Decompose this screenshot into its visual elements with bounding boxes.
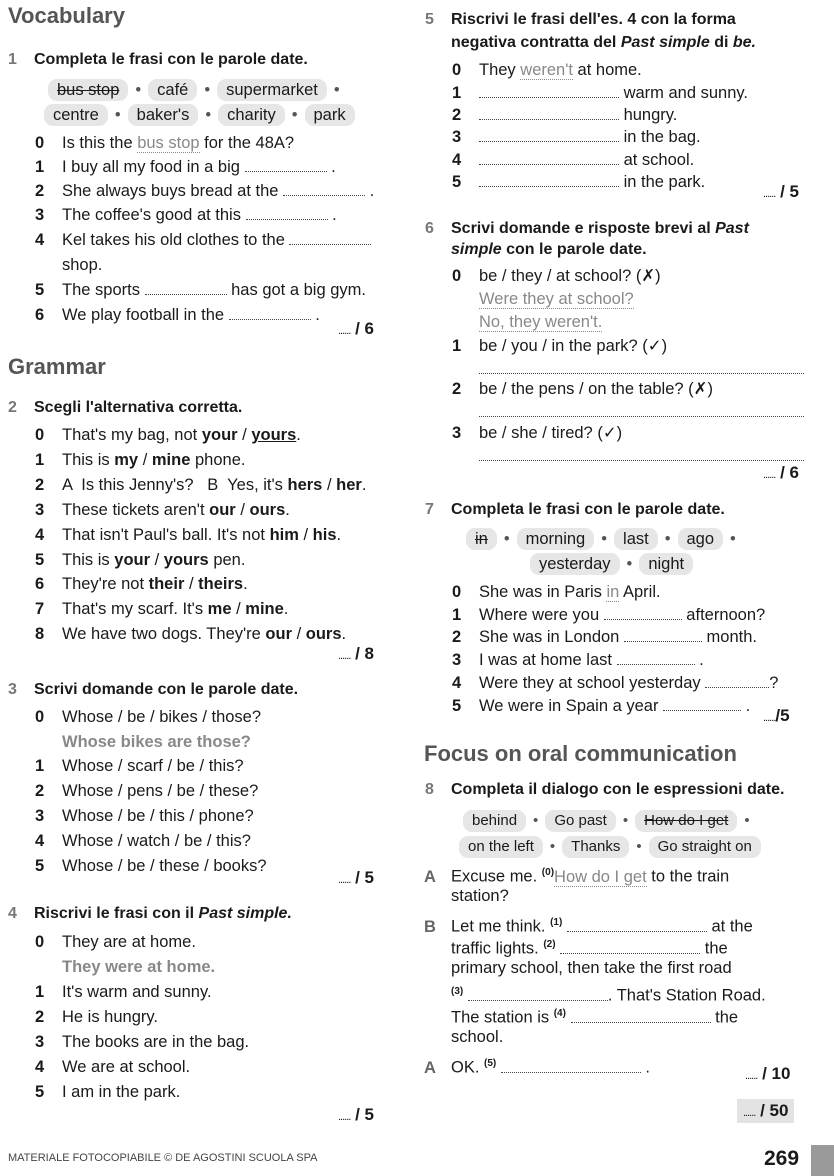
exercise-number: 5 [425,11,434,28]
page-number: 269 [764,1147,800,1170]
exercise-item: 5 I am in the park. [35,1083,181,1101]
exercise-item: 8 We have two dogs. They're our / ours. [35,625,347,643]
word-box-line: on the left • Thanks • Go straight on [459,836,761,858]
answer-example: How do I get [554,867,647,886]
exercise-number: 6 [425,220,434,237]
option[interactable]: mine [151,451,191,469]
answer-blank[interactable] [501,1058,641,1073]
word-chip: on the left [459,836,543,858]
exercise-item: 0 They are at home. [35,933,196,951]
answer-example: They were at home. [62,958,216,976]
dialogue-line: A Excuse me. $^{(0)}$How do I get to the train [424,867,730,886]
answer-line[interactable] [479,460,804,461]
option[interactable]: her [336,476,362,494]
exercise-item: 1 This is my / mine phone. [35,451,246,469]
exercise-item: 2 She always buys bread at the . [35,182,375,200]
exercise-item: 4 We are at school. [35,1058,191,1076]
exercise-item-continued: shop. [62,256,103,274]
exercise-item: 1 Whose / scarf / be / this? [35,757,244,775]
answer-example: weren't [520,61,573,79]
exercise-title: Completa le frasi con le parole date. [451,501,725,518]
answer-line[interactable] [479,416,804,417]
answer-blank[interactable] [560,939,700,954]
dialogue-line: traffic lights. $^{(2)}$ the [451,939,728,958]
exercise-item: 3 The coffee's good at this . [35,206,337,224]
option[interactable]: me [207,600,232,618]
exercise-item: 0 be / they / at school? (✗) [452,267,661,285]
exercise-item: 4 Were they at school yesterday ? [452,674,779,692]
answer-blank[interactable] [145,280,227,295]
option[interactable]: ours [305,625,342,643]
word-box-line: yesterday • night [530,553,693,575]
page-tab-marker [811,1145,834,1176]
answer-blank[interactable] [468,986,608,1001]
answer-blank[interactable] [571,1008,711,1023]
exercise-item: 3 I was at home last . [452,651,704,669]
exercise-title: Riscrivi le frasi dell'es. 4 con la forma [451,11,736,28]
answer-blank[interactable] [479,83,619,98]
word-chip: night [639,553,693,575]
exercise-item: 0 That's my bag, not your / yours. [35,426,301,444]
word-chip: Go past [545,810,616,832]
exercise-item: 5 Whose / be / these / books? [35,857,267,875]
exercise-number: 8 [425,781,434,798]
option[interactable]: their [148,575,185,593]
section-heading-grammar: Grammar [8,354,106,379]
dialogue-line: $^{(3)}$ . That's Station Road. [451,986,766,1005]
answer-blank[interactable] [245,157,327,172]
dialogue-line: school. [451,1028,504,1046]
exercise-item: 0 They weren't at home. [452,61,642,79]
score-box[interactable]: ...... / 6 [338,319,374,338]
exercise-item: 0 Is this the bus stop for the 48A? [35,134,295,152]
exercise-item: 3 be / she / tired? (✓) [452,424,623,442]
exercise-item: 1 I buy all my food in a big . [35,158,336,176]
exercise-title-line2: simple con le parole date. [451,241,647,258]
answer-example: Whose bikes are those? [62,733,251,751]
option[interactable]: yours [163,551,209,569]
word-chip: in [466,528,497,550]
exercise-item: 1 Where were you afternoon? [452,606,766,624]
exercise-item: 2 Whose / pens / be / these? [35,782,259,800]
word-chip: centre [44,104,108,126]
exercise-item: 2 A Is this Jenny's? B Yes, it's hers / her. [35,476,367,494]
answer-blank[interactable] [479,127,619,142]
answer-blank[interactable] [283,181,365,196]
exercise-item: 5 We were in Spain a year . [452,697,751,715]
word-box-line: centre • baker's • charity • park [44,104,355,126]
score-box[interactable]: ...... / 10 [745,1064,791,1083]
exercise-item: 2 be / the pens / on the table? (✗) [452,380,713,398]
exercise-number: 2 [8,399,17,416]
exercise-item: 7 That's my scarf. It's me / mine. [35,600,289,618]
exercise-title: Scrivi domande e risposte brevi al Past [451,220,749,237]
exercise-number: 1 [8,51,17,68]
dialogue-line: A OK. $^{(5)}$ . [424,1058,651,1077]
dialogue-line: station? [451,887,509,905]
exercise-item: 3 in the bag. [452,128,701,146]
exercise-item: 4 at school. [452,151,695,169]
word-chip: last [614,528,658,550]
exercise-item: 4 Kel takes his old clothes to the [35,230,371,250]
exercise-item: 1 warm and sunny. [452,84,749,102]
exercise-item: 1 be / you / in the park? (✓) [452,337,668,355]
option[interactable]: our [209,501,236,519]
answer-blank[interactable] [229,305,311,320]
option[interactable]: hers [287,476,323,494]
word-chip: ago [678,528,724,550]
answer-blank[interactable] [479,150,619,165]
exercise-item: 2 She was in London month. [452,628,757,646]
word-chip: charity [218,104,285,126]
exercise-item: 5 in the park. [452,173,706,191]
answer-blank[interactable] [663,696,741,711]
exercise-number: 4 [8,905,17,922]
exercise-item: 0 Whose / be / bikes / those? [35,708,262,726]
answer-blank[interactable] [289,230,371,245]
word-box-line: in • morning • last • ago • [466,528,743,550]
exercise-item: 6 We play football in the . [35,306,320,324]
exercise-title: Scrivi domande con le parole date. [34,681,299,698]
answer-blank[interactable] [246,205,328,220]
word-chip: yesterday [530,553,620,575]
exercise-item: 1 It's warm and sunny. [35,983,212,1001]
score-box[interactable]: ...... / 8 [338,644,374,663]
answer-example: Were they at school? [479,290,634,308]
exercise-item: 5 This is your / yours pen. [35,551,246,569]
answer-blank[interactable] [617,650,695,665]
word-box-line: behind • Go past • How do I get • [463,810,757,832]
exercise-item: 2 hungry. [452,106,678,124]
word-chip: morning [517,528,595,550]
exercise-title-line2: negativa contratta del Past simple di be. [451,34,756,51]
answer-blank[interactable] [624,627,702,642]
option[interactable]: yours [251,426,297,444]
answer-example: in [606,583,620,601]
option[interactable]: our [265,625,292,643]
option[interactable]: him [269,526,299,544]
answer-example: No, they weren't. [479,313,603,331]
exercise-item: 4 Whose / watch / be / this? [35,832,251,850]
option[interactable]: your [201,426,238,444]
option[interactable]: his [312,526,337,544]
exercise-item: 5 The sports has got a big gym. [35,281,366,299]
exercise-item: 6 They're not their / theirs. [35,575,248,593]
option[interactable]: theirs [198,575,244,593]
option[interactable]: mine [245,600,284,618]
option[interactable]: my [114,451,139,469]
exercise-title: Completa le frasi con le parole date. [34,51,308,68]
total-score-box[interactable]: ...... / 50 [737,1099,794,1123]
dialogue-line: B Let me think. $^{(1)}$ at the [424,917,753,936]
exercise-title: Riscrivi le frasi con il Past simple. [34,905,292,922]
score-box[interactable]: ...... / 5 [763,182,799,201]
exercise-number: 3 [8,681,17,698]
word-chip: How do I get [635,810,737,832]
answer-blank[interactable] [604,605,682,620]
exercise-item: 0 She was in Paris in April. [452,583,661,601]
word-chip: behind [463,810,526,832]
exercise-item: 4 That isn't Paul's ball. It's not him / his. [35,526,342,544]
answer-example: bus stop [137,134,200,152]
answer-blank[interactable] [705,673,769,688]
dialogue-line: primary school, then take the first road [451,959,732,977]
exercise-item: 2 He is hungry. [35,1008,158,1026]
score-box[interactable]: ...... / 5 [338,868,374,887]
word-chip: park [305,104,355,126]
exercise-title: Scegli l'alternativa corretta. [34,399,243,416]
word-chip: Go straight on [649,836,761,858]
dialogue-line: The station is $^{(4)}$ the [451,1008,739,1027]
section-heading-vocabulary: Vocabulary [8,3,125,28]
exercise-number: 7 [425,501,434,518]
score-box[interactable]: ....../5 [763,706,790,725]
word-chip: bus stop [48,79,128,101]
answer-line[interactable] [479,373,804,374]
copyright-footer: MATERIALE FOTOCOPIABILE © DE AGOSTINI SCUOLA SPA [8,1152,318,1164]
word-box-line: bus stop • café • supermarket • [48,79,347,101]
exercise-item: 3 Whose / be / this / phone? [35,807,254,825]
word-chip: baker's [128,104,199,126]
answer-blank[interactable] [479,105,619,120]
option[interactable]: ours [249,501,286,519]
exercise-item: 3 The books are in the bag. [35,1033,250,1051]
score-box[interactable]: ...... / 6 [763,463,799,482]
exercise-title: Completa il dialogo con le espressioni date. [451,781,785,798]
word-chip: Thanks [562,836,629,858]
score-box[interactable]: ...... / 5 [338,1105,374,1124]
word-chip: café [148,79,197,101]
section-heading-oral: Focus on oral communication [424,741,737,766]
exercise-item: 3 These tickets aren't our / ours. [35,501,290,519]
option[interactable]: your [114,551,151,569]
word-chip: supermarket [217,79,327,101]
answer-blank[interactable] [567,917,707,932]
answer-blank[interactable] [479,172,619,187]
